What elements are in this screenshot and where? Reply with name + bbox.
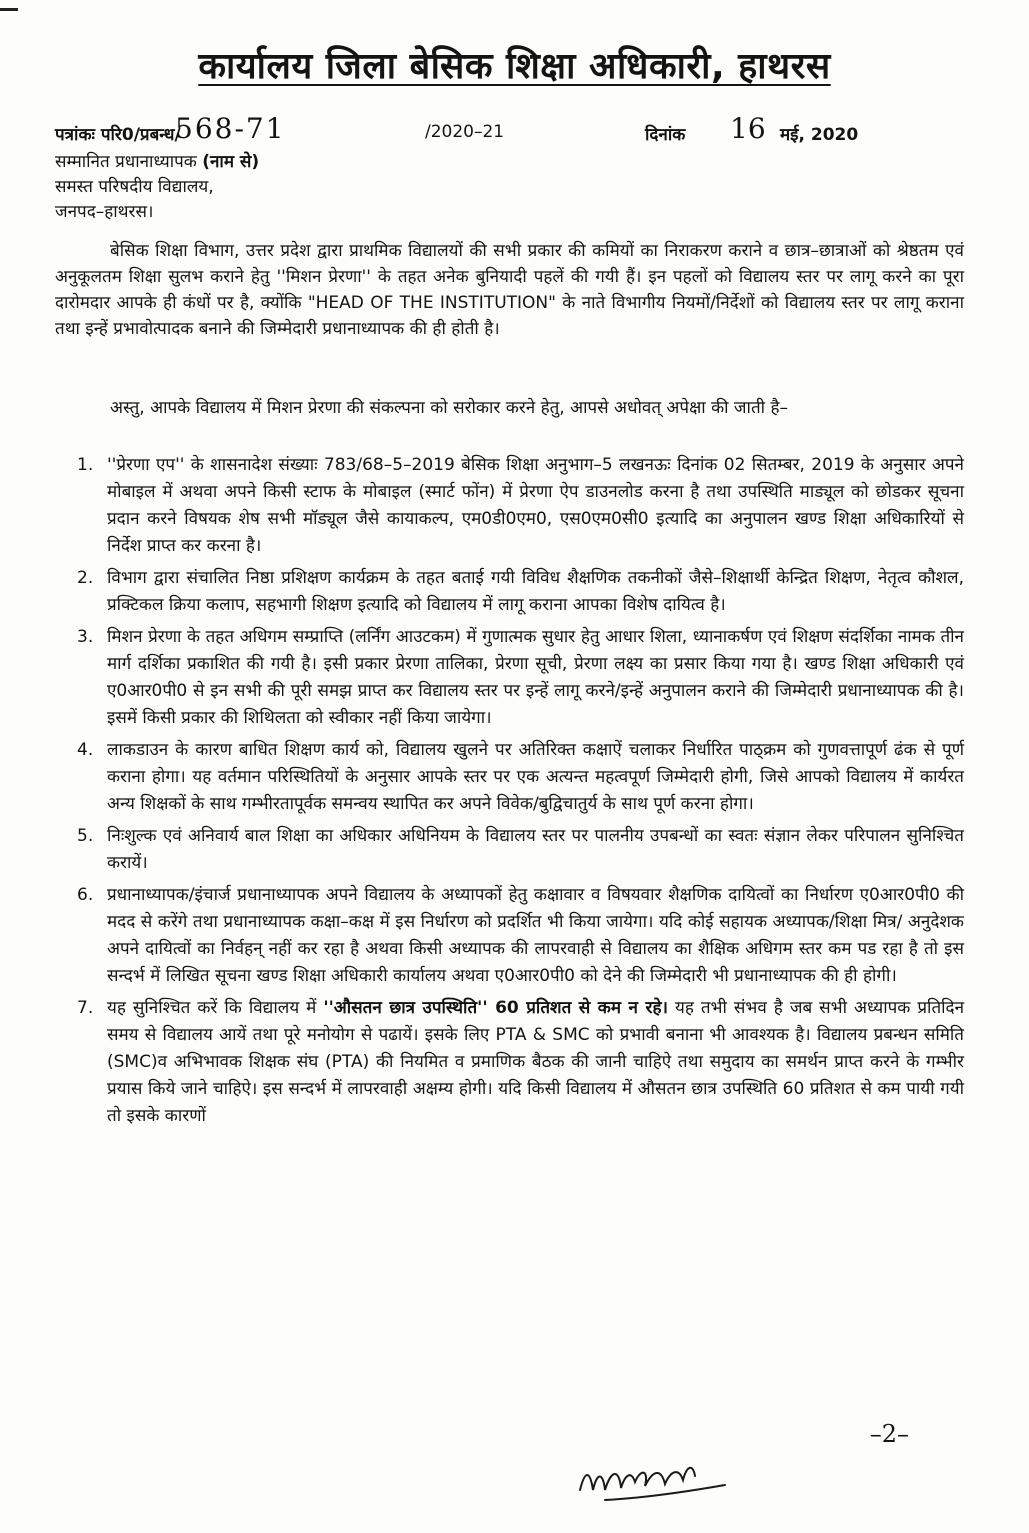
page-marker: –2–: [869, 1420, 909, 1448]
addressee-name-note: (नाम से): [202, 152, 260, 172]
reference-row: [55, 112, 969, 154]
instruction-list: [55, 452, 964, 1135]
list-item: 2. विभाग द्वारा संचालित निष्ठा प्रशिक्षण कार्यक्रम के तहत बताई गयी विविध शैक्षणिक तकनीकों जैसे–शिक्षार्थी केन्द्रित शिक्षण, नेतृत्व कौशल, प्रक्टिकल क्रिया कलाप, सहभागी शिक्षण इत्यादि को विद्यालय में लागू कराना आपका विशेष दायित्व है।: [77, 568, 964, 615]
office-title: [0, 40, 1029, 89]
date-day-handwritten: 16: [730, 112, 766, 145]
list-item: 3. मिशन प्रेरणा के तहत अधिगम सम्प्राप्ति (लर्निंग आउटकम) में गुणात्मक सुधार हेतु आधार शिला, ध्यानाकर्षण एवं शिक्षण संदर्शिका नामक तीन मार्ग दर्शिका प्रकाशित की गयी है। इसी प्रकार प्रेरणा तालिका, प्रेरणा सूची, प्रेरणा लक्ष्य का प्रसार किया गया है। खण्ड शिक्षा अधिकारी एवं ए0आर0पी0 से इन सभी की पूरी समझ प्राप्त कर विद्यालय स्तर पर इन्हें लागू करने/इन्हें अनुपालन कराने की जिम्मेदारी प्रधानाध्यापक की है। इसमें किसी प्रकार की शिथिलता को स्वीकार नहीं किया जायेगा।: [77, 627, 964, 728]
addressee-line-1: सम्मानित प्रधानाध्यापक (नाम से): [55, 152, 260, 172]
scan-mark: [0, 8, 18, 11]
attendance-requirement: ''औसतन छात्र उपस्थिति'' 60 प्रतिशत से कम न रहे।: [323, 998, 668, 1018]
list-item: 4. लाकडाउन के कारण बाधित शिक्षण कार्य को, विद्यालय खुलने पर अतिरिक्त कक्षाऐं चलाकर निर्धारित पाठ्क्रम को गुणवत्तापूर्ण ढंक से पूर्ण कराना होगा। यह वर्तमान परिस्थितियों के अनुसार आपके स्तर पर एक अत्यन्त महत्वपूर्ण जिम्मेदारी होगी, जिसे आपको विद्यालय में कार्यरत अन्य शिक्षकों के साथ गम्भीरतापूर्वक समन्वय स्थापित कर अपने विवेक/बुद्विचातुर्य के साथ पूर्ण करना होगा।: [77, 740, 964, 814]
addressee-line-2: समस्त परिषदीय विद्यालय,: [55, 177, 214, 197]
signature-stroke: [580, 1468, 725, 1500]
list-item: 5. निःशुल्क एवं अनिवार्य बाल शिक्षा का अधिकार अधिनियम के विद्यालय स्तर पर पालनीय उपबन्धों का स्वतः संज्ञान लेकर परिपालन सुनिश्चित करायें।: [77, 826, 964, 873]
office-title-text: कार्यालय जिला बेसिक शिक्षा अधिकारी, हाथरस: [198, 46, 831, 87]
addressee-block: [55, 150, 259, 225]
addressee-line-3: जनपद–हाथरस।: [55, 202, 154, 222]
expectation-paragraph: अस्तु, आपके विद्यालय में मिशन प्रेरणा की संकल्पना को सरोकार करने हेतु, आपसे अधोवत् अपेक्षा की जाती है–: [110, 398, 788, 418]
reference-number-handwritten: 568-71: [175, 112, 286, 145]
reference-label: पत्रांकः परि0/प्रबन्ध/: [55, 125, 181, 145]
list-item: 7. यह सुनिश्चित करें कि विद्यालय में ''औसतन छात्र उपस्थिति'' 60 प्रतिशत से कम न रहे। यह तभी संभव है जब सभी अध्यापक प्रतिदिन समय से विद्यालय आयें तथा पूरे मनोयोग से पढायें। इसके लिए PTA & SMC को प्रभावी बनाना भी आवश्यक है। विद्यालय प्रबन्धन समिति (SMC)व अभिभावक शिक्षक संघ (PTA) की नियमित व प्रमाणिक बैठक की जानी चाहिऐ तथा समुदाय का समर्थन प्राप्त करने के गम्भीर प्रयास किये जाने चाहिऐ। इस सन्दर्भ में लापरवाही अक्षम्य होगी। यदि किसी विद्यालय में औसतन छात्र उपस्थिति 60 प्रतिशत से कम पायी गयी तो इसके कारणों: [77, 998, 965, 1126]
list-item: 1. ''प्रेरणा एप'' के शासनादेश संख्याः 783/68–5–2019 बेसिक शिक्षा अनुभाग–5 लखनऊः दिनांक 02 सितम्बर, 2019 के अनुसार अपने मोबाइल में अथवा अपने किसी स्टाफ के मोबाइल (स्मार्ट फोंन) में प्रेरणा ऐप डाउनलोड करना है तथा उपस्थिति माड्यूल को छोडकर सूचना प्रदान करने विषयक शेष सभी मॉड्यूल जैसे कायाकल्प, एम0डी0एम0, एस0एम0सी0 इत्यादि का अनुपालन खण्ड शिक्षा अधिकारियों से निर्देश प्राप्त कर करना है।: [77, 455, 964, 556]
reference-year: /2020–21: [425, 122, 505, 142]
intro-paragraph: बेसिक शिक्षा विभाग, उत्तर प्रदेश द्वारा प्राथमिक विद्यालयों की सभी प्रकार की कमियों का निराकरण कराने व छात्र–छात्राओं को श्रेष्ठतम एवं अनुकूलतम शिक्षा सुलभ कराने हेतु ''मिशन प्रेरणा'' के तहत अनेक बुनियादी पहलें की गयी हैं। इन पहलों को विद्यालय स्तर पर लागू करने का पूरा दारोमदार आपके ही कंधों पर है, क्योंकि "HEAD OF THE INSTITUTION" के नाते विभागीय नियमों/निर्देशों को विद्यालय स्तर पर लागू कराना तथा इन्हें प्रभावोत्पादक बनाने की जिम्मेदारी प्रधानाध्यापक की ही होती है।: [55, 241, 964, 339]
signature: [575, 1440, 735, 1510]
list-item: 6. प्रधानाध्यापक/इंचार्ज प्रधानाध्यापक अपने विद्यालय के अध्यापकों हेतु कक्षावार व विषयवार शैक्षणिक दायित्वों का निर्धारण ए0आर0पी0 की मदद से करेंगे तथा प्रधानाध्यापक कक्षा–कक्ष में इस निर्धारण को प्रदर्शित भी किया जायेगा। यदि कोई सहायक अध्यापक/शिक्षा मित्र/ अनुदेशक अपने दायित्वों का निर्वहन् नहीं कर रहा है अथवा किसी अध्यापक की लापरवाही से विद्यालय का शैक्षिक अधिगम स्तर कम पड रहा है तो इस सन्दर्भ में लिखित सूचना खण्ड शिक्षा अधिकारी कार्यालय अथवा ए0आर0पी0 को देने की जिम्मेदारी भी प्रधानाध्यापक की ही होगी।: [77, 885, 964, 986]
date-month-year: मई, 2020: [780, 125, 859, 145]
date-label: दिनांक: [645, 125, 686, 145]
